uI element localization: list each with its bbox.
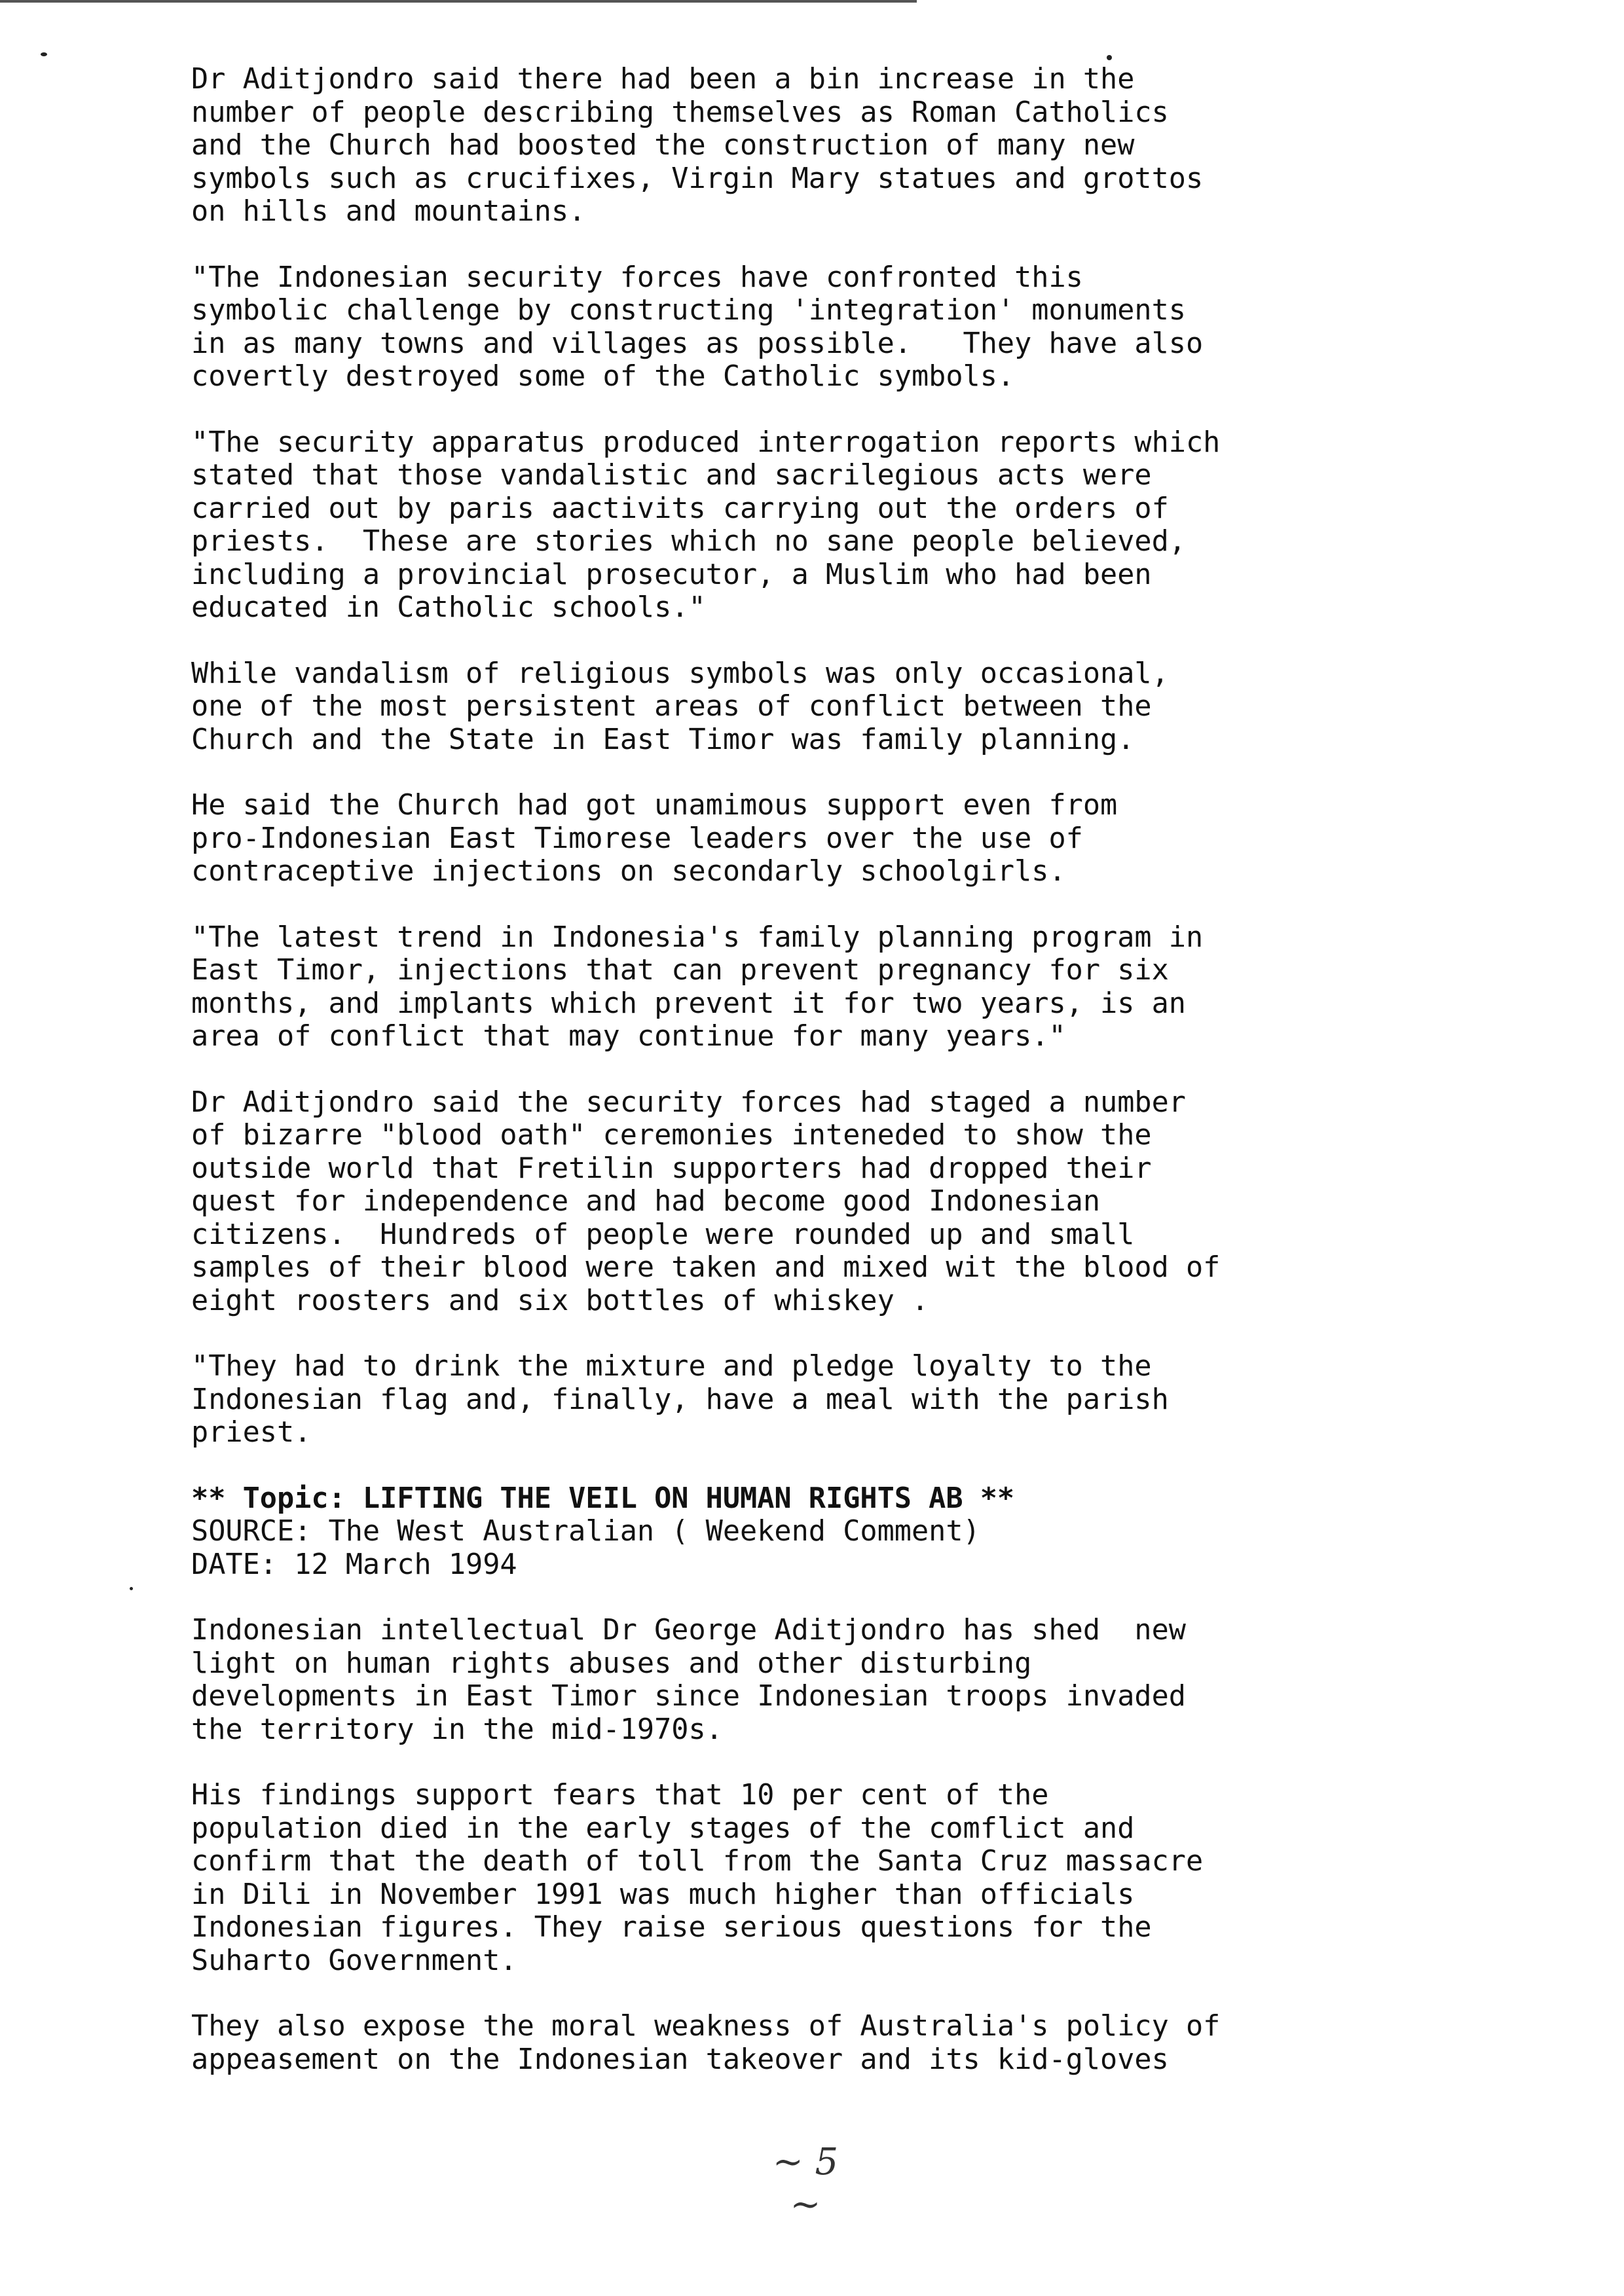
text-line: on hills and mountains. xyxy=(191,195,586,228)
text-line: While vandalism of religious symbols was only occasional, xyxy=(191,657,1169,690)
article-body xyxy=(191,63,1422,1449)
text-line: "The Indonesian security forces have confronted this xyxy=(191,261,1083,294)
text-line: "The security apparatus produced interrogation reports which xyxy=(191,426,1221,459)
paragraph xyxy=(191,2010,1422,2076)
paragraph xyxy=(191,261,1422,393)
text-line: contraceptive injections on secondarly schoolgirls. xyxy=(191,855,1066,888)
paragraph xyxy=(191,921,1422,1053)
text-line: "They had to drink the mixture and pledge loyalty to the xyxy=(191,1350,1152,1383)
paragraph xyxy=(191,1614,1422,1746)
text-line: months, and implants which prevent it for two years, is an xyxy=(191,987,1186,1020)
text-line: appeasement on the Indonesian takeover and its kid-gloves xyxy=(191,2043,1169,2076)
text-line: developments in East Timor since Indonesian troops invaded xyxy=(191,1680,1186,1713)
article-body-continued xyxy=(191,1614,1422,2076)
paragraph xyxy=(191,63,1422,228)
text-line: priest. xyxy=(191,1416,312,1449)
text-line: in Dili in November 1991 was much higher than officials xyxy=(191,1878,1135,1911)
text-line: They also expose the moral weakness of Australia's policy of xyxy=(191,2010,1221,2043)
text-line: citizens. Hundreds of people were rounded up and small xyxy=(191,1218,1135,1251)
text-line: symbols such as crucifixes, Virgin Mary statues and grottos xyxy=(191,162,1204,195)
text-line: stated that those vandalistic and sacrilegious acts were xyxy=(191,459,1152,492)
date-line: DATE: 12 March 1994 xyxy=(191,1548,517,1581)
page-number: ~ 5 ~ xyxy=(772,2141,839,2226)
top-border-line xyxy=(0,0,917,3)
text-line: light on human rights abuses and other disturbing xyxy=(191,1647,1032,1680)
topic-header-block xyxy=(191,1482,1422,1582)
text-line: one of the most persistent areas of conflict between the xyxy=(191,690,1152,723)
paragraph xyxy=(191,426,1422,625)
text-line: Indonesian flag and, finally, have a meal with the parish xyxy=(191,1383,1169,1416)
text-line: carried out by paris aactivits carrying out the orders of xyxy=(191,492,1169,525)
text-line: educated in Catholic schools." xyxy=(191,591,706,624)
text-line: His findings support fears that 10 per cent of the xyxy=(191,1779,1049,1812)
text-line: number of people describing themselves as Roman Catholics xyxy=(191,96,1169,129)
text-line: covertly destroyed some of the Catholic symbols. xyxy=(191,360,1015,393)
source-line: SOURCE: The West Australian ( Weekend Comment) xyxy=(191,1515,980,1548)
text-line: in as many towns and villages as possible. They have also xyxy=(191,327,1204,360)
scan-speck xyxy=(1107,55,1112,60)
paragraph xyxy=(191,1350,1422,1449)
text-line: population died in the early stages of the comflict and xyxy=(191,1812,1135,1845)
text-line: Dr Aditjondro said the security forces had staged a number xyxy=(191,1085,1186,1119)
paragraph xyxy=(191,1086,1422,1318)
text-line: samples of their blood were taken and mixed wit the blood of xyxy=(191,1251,1221,1284)
document-page xyxy=(191,63,1422,2109)
text-line: Dr Aditjondro said there had been a bin increase in the xyxy=(191,63,1135,96)
text-line: eight roosters and six bottles of whiskey . xyxy=(191,1284,929,1317)
paragraph xyxy=(191,657,1422,757)
text-line: symbolic challenge by constructing 'integration' monuments xyxy=(191,294,1186,327)
topic-heading: ** Topic: LIFTING THE VEIL ON HUMAN RIGHTS AB ** xyxy=(191,1482,1015,1515)
text-line: Suharto Government. xyxy=(191,1944,517,1977)
text-line: East Timor, injections that can prevent pregnancy for six xyxy=(191,954,1169,987)
scan-speck xyxy=(41,52,47,56)
text-line: confirm that the death of toll from the Santa Cruz massacre xyxy=(191,1845,1204,1878)
text-line: Church and the State in East Timor was family planning. xyxy=(191,723,1135,756)
paragraph xyxy=(191,1779,1422,1977)
text-line: priests. These are stories which no sane people believed, xyxy=(191,525,1186,558)
text-line: outside world that Fretilin supporters had dropped their xyxy=(191,1152,1152,1185)
paragraph xyxy=(191,789,1422,888)
text-line: Indonesian intellectual Dr George Aditjondro has shed new xyxy=(191,1614,1186,1647)
scan-speck xyxy=(130,1587,133,1590)
text-line: of bizarre "blood oath" ceremonies inteneded to show the xyxy=(191,1119,1152,1152)
text-line: the territory in the mid-1970s. xyxy=(191,1713,723,1746)
text-line: quest for independence and had become good Indonesian xyxy=(191,1185,1101,1218)
text-line: Indonesian figures. They raise serious questions for the xyxy=(191,1911,1152,1944)
text-line: "The latest trend in Indonesia's family planning program in xyxy=(191,920,1204,954)
text-line: and the Church had boosted the construction of many new xyxy=(191,129,1135,162)
text-line: area of conflict that may continue for many years." xyxy=(191,1020,1066,1053)
text-line: He said the Church had got unamimous support even from xyxy=(191,789,1118,822)
text-line: including a provincial prosecutor, a Muslim who had been xyxy=(191,558,1152,591)
text-line: pro-Indonesian East Timorese leaders over the use of xyxy=(191,822,1083,855)
